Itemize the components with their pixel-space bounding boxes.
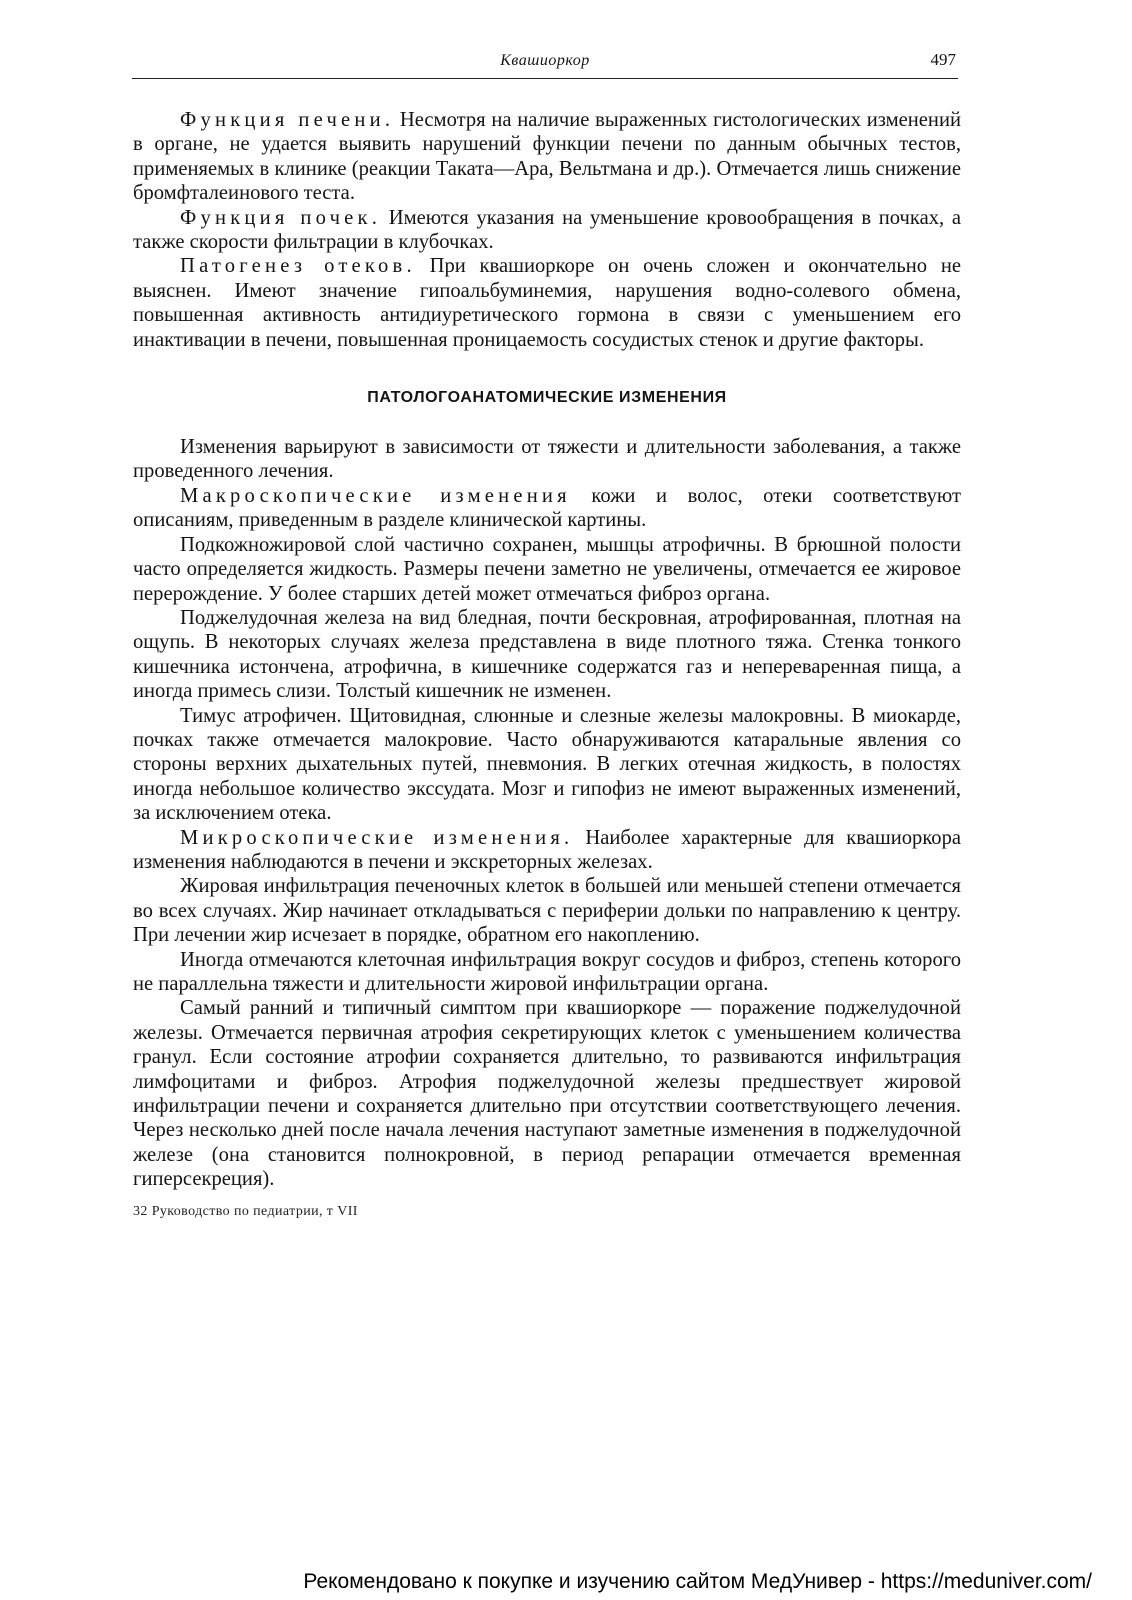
- running-header: [132, 48, 958, 79]
- paragraph-text: кожи и волос, отеки соответствуют описаниям, приведенным в разделе клинической картины.: [133, 484, 961, 532]
- paragraph-text: Иногда отмечаются клеточная инфильтрация вокруг сосудов и фиброз, степень которого не параллельна тяжести и длительности жировой инфильтрации органа.: [133, 948, 961, 995]
- paragraph-macroscopic-changes: [133, 484, 961, 533]
- paragraph: [133, 996, 961, 1191]
- paragraph-text: При квашиоркоре он очень сложен и окончательно не выяснен. Имеют значение гипоальбуминемия, нарушения водно-солевого обмена, повышенная активность антидиуретического гормона в связи с уменьшением его инактивации в печени, повышенная проницаемость сосудистых стенок и другие факторы.: [133, 255, 961, 351]
- paragraph: [133, 948, 961, 997]
- paragraph-text: Жировая инфильтрация печеночных клеток в большей или меньшей степени отмечается во всех случаях. Жир начинает откладываться с периферии дольки по направлению к центру. При лечении жир исчезает в порядке, обратном его накоплению.: [133, 875, 961, 947]
- paragraph-text: Подкожножировой слой частично сохранен, мышцы атрофичны. В брюшной полости часто определяется жидкость. Размеры печени заметно не увеличены, отмечается ее жировое перерождение. У более старших детей может отмечаться фиброз органа.: [133, 533, 961, 605]
- paragraph-microscopic-changes: [133, 826, 961, 875]
- paragraph-text: Несмотря на наличие выраженных гистологических изменений в органе, не удается выявить нарушений функции печени по данным обычных тестов, применяемых в клинике (реакции Таката—Ара, Вельтмана и др.). Отмечается лишь снижение бромфталеинового теста.: [133, 109, 961, 205]
- paragraph-lead: Макроскопические изменения: [180, 484, 571, 507]
- paragraph: [133, 533, 961, 606]
- paragraph-kidney-function: [133, 206, 961, 255]
- watermark-banner[interactable]: Рекомендовано к покупке и изучению сайтом МедУнивер - https://meduniver.com/: [303, 1570, 1092, 1593]
- paragraph-text: Самый ранний и типичный симптом при квашиоркоре — поражение поджелудочной железы. Отмечается первичная атрофия секретирующих клеток с уменьшением количества гранул. Если состояние атрофии сохраняется длительно, то развиваются инфильтрация лимфоцитами и фиброз. Атрофия поджелудочной железы предшествует жировой инфильтрации печени и сохраняется длительно при отсутствии соответствующего лечения. Через несколько дней после начала лечения наступают заметные изменения в поджелудочной железе (она становится полнокровной, в период репарации отмечается временная гиперсекреция).: [133, 997, 961, 1191]
- page-number: 497: [930, 50, 956, 69]
- body-text: [133, 108, 961, 1224]
- section-heading: ПАТОЛОГОАНАТОМИЧЕСКИЕ ИЗМЕНЕНИЯ: [367, 389, 727, 407]
- paragraph-lead: Патогенез отеков.: [180, 255, 416, 278]
- paragraph-text: Имеются указания на уменьшение кровообращения в почках, а также скорости фильтрации в клубочках.: [133, 206, 961, 254]
- paragraph-lead: Функция печени.: [180, 109, 395, 131]
- paragraph-liver-function: [133, 108, 961, 206]
- paragraph-edema-pathogenesis: [133, 254, 961, 352]
- paragraph: [133, 874, 961, 947]
- page-footnote: 32 Руководство по педиатрии, т VII: [133, 1203, 358, 1219]
- paragraph: [133, 435, 961, 484]
- paragraph: [133, 606, 961, 704]
- paragraph-lead: Микроскопические изменения.: [180, 826, 574, 849]
- paragraph: [133, 704, 961, 826]
- paragraph-text: Изменения варьируют в зависимости от тяжести и длительности заболевания, а также проведенного лечения.: [133, 436, 961, 483]
- paragraph-text: Поджелудочная железа на вид бледная, почти бескровная, атрофированная, плотная на ощупь. В некоторых случаях железа представлена в виде плотного тяжа. Стенка тонкого кишечника истончена, атрофична, в кишечнике содержатся газ и непереваренная пища, а иногда примесь слизи. Толстый кишечник не изменен.: [133, 606, 961, 703]
- paragraph-text: Тимус атрофичен. Щитовидная, слюнные и слезные железы малокровны. В миокарде, почках также отмечается малокровие. Часто обнаруживаются катаральные явления со стороны верхних дыхательных путей, пневмония. В легких отечная жидкость, в полостях иногда небольшое количество экссудата. Мозг и гипофиз не имеют выраженных изменений, за исключением отека.: [133, 704, 961, 825]
- paragraph-text: Наиболее характерные для квашиоркора изменения наблюдаются в печени и экскреторных железах.: [133, 826, 962, 873]
- paragraph-lead: Функция почек.: [180, 206, 382, 229]
- running-title: Квашиоркор: [500, 52, 590, 69]
